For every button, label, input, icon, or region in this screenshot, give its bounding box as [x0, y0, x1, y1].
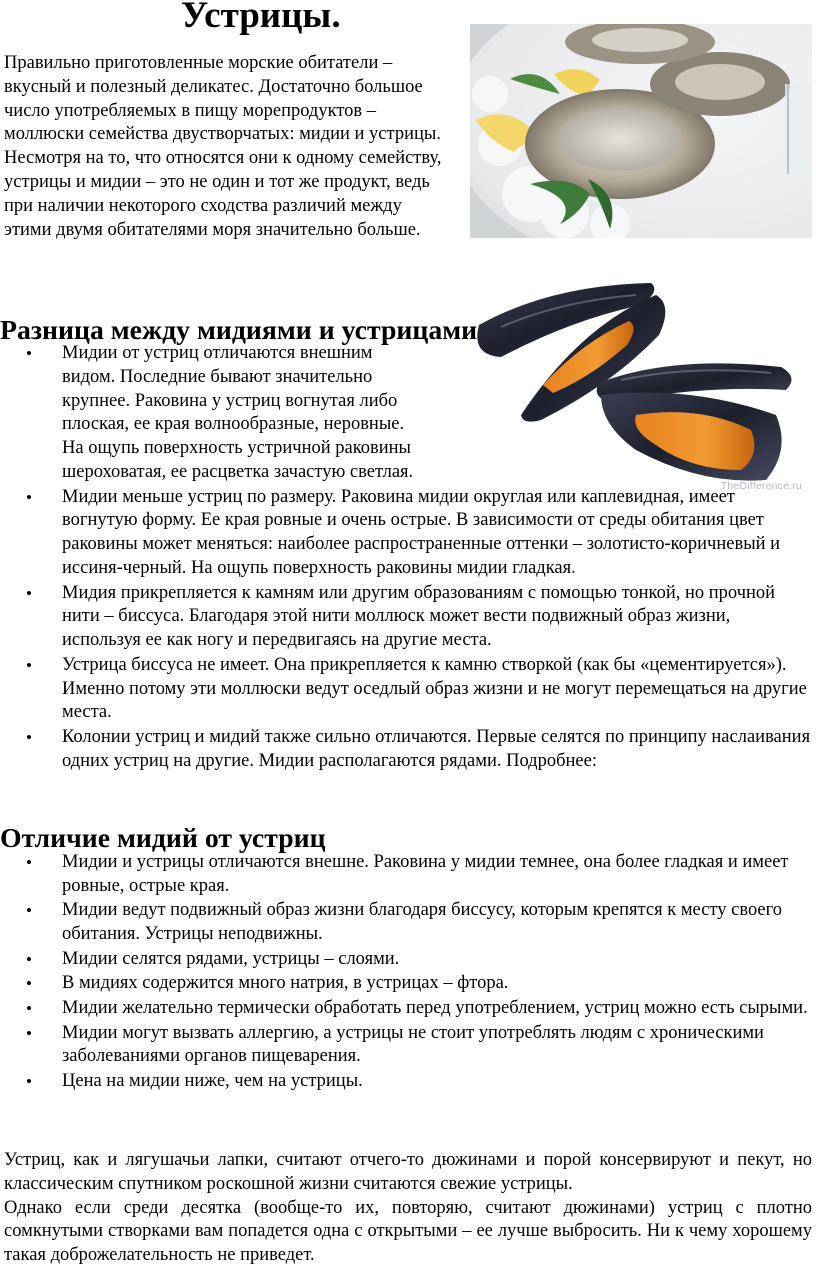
list-item: [0, 486, 812, 581]
list-item: [0, 972, 814, 996]
intro-paragraph: Правильно приготовленные морские обитатели – вкусный и полезный деликатес. Достаточно большое число употребляемых в пищу морепродуктов – моллюски семейства двустворчатых: мидии и устрицы. Несмотря на то, что относятся они к одному семейству, устрицы и мидии – это не один и тот же продукт, ведь при наличии некоторого сходства различий между этими двумя обитателями моря значительно больше.: [4, 53, 442, 240]
section2-list: [0, 851, 814, 1094]
list-item-text: Цена на мидии ниже, чем на устрицы.: [62, 1070, 363, 1091]
list-item-text: Мидии селятся рядами, устрицы – слоями.: [62, 948, 400, 969]
list-item: [0, 948, 814, 972]
list-item: [0, 851, 814, 899]
outro-paragraph-2: Однако если среди десятка (вообще-то их, повторяю, считают дюжинами) устриц с плотно сомкнутыми створками вам попадется одна с открытыми – ее лучше выбросить. Ни к чему хорошему такая доброжелательность не приведет.: [4, 1197, 812, 1266]
outro: [4, 1149, 812, 1268]
list-item-text: Мидии и устрицы отличаются внешне. Раковина у мидии темнее, она более гладкая и имеет ровные, острые края.: [62, 852, 789, 896]
section2-heading: Отличие мидий от устриц: [0, 823, 326, 854]
list-item-text: Устрица биссуса не имеет. Она прикрепляется к камню створкой (как бы «цементируется»). Именно потому эти моллюски ведут оседлый образ жизни и не могут перемещаться на другие места.: [62, 654, 807, 723]
list-item-text: Колонии устриц и мидий также сильно отличаются. Первые селятся по принципу наслаивания одних устриц на другие. Мидии располагаются рядами. Подробнее:: [62, 726, 811, 771]
oysters-photo: [470, 24, 812, 238]
bullet: •: [26, 344, 32, 363]
oysters-illustration: [470, 24, 812, 238]
list-item-text: Мидия прикрепляется к камням или другим образованиям с помощью тонкой, но прочной нити – биссуса. Благодаря этой нити моллюск может вести подвижный образ жизни, используя ее как ногу и передвигаясь на другие места.: [62, 582, 776, 651]
list-item: [0, 342, 422, 485]
section1-list: [0, 342, 812, 774]
bullet: •: [26, 583, 32, 603]
list-item-text: Мидии ведут подвижный образ жизни благодаря биссусу, которым крепятся к месту своего обитания. Устрицы неподвижны.: [62, 900, 783, 945]
bullet: •: [26, 1071, 32, 1091]
bullet: •: [26, 949, 32, 969]
list-item: [0, 654, 812, 725]
list-item: [0, 582, 812, 653]
bullet: •: [26, 1023, 32, 1043]
bullet: •: [26, 727, 32, 747]
list-item: [0, 1070, 814, 1094]
list-item: [0, 899, 814, 947]
list-item: [0, 1022, 814, 1070]
bullet: •: [26, 974, 32, 994]
section1-heading: Разница между мидиями и устрицами: [0, 315, 478, 346]
list-item-text: Мидии желательно термически обработать перед употреблением, устриц можно есть сырыми.: [62, 997, 808, 1018]
list-item-text: Мидии от устриц отличаются внешним видом. Последние бывают значительно крупнее. Раковина у устриц вогнутая либо плоская, ее края волнообразные, неровные. На ощупь поверхность устричной раковины шероховатая, ее расцветка зачастую светлая.: [62, 343, 414, 482]
list-item: [0, 997, 814, 1021]
watermark: TheDifference.ru: [720, 480, 802, 493]
list-item-text: Мидии меньше устриц по размеру. Раковина мидии округлая или каплевидная, имеет вогнутую форму. Ее края ровные и очень острые. В зависимости от среды обитания цвет раковины может меняться: наиболее распространенные оттенки – золотисто-коричневый и иссиня-черный. На ощупь поверхность раковины мидии гладкая.: [62, 486, 781, 578]
list-item-text: Мидии могут вызвать аллергию, а устрицы не стоит употреблять людям с хроническими заболеваниями органов пищеварения.: [62, 1022, 764, 1067]
bullet: •: [26, 487, 32, 507]
list-item: [0, 726, 812, 774]
bullet: •: [26, 901, 32, 921]
page-title: Устрицы.: [181, 0, 341, 36]
bullet: •: [26, 853, 32, 872]
outro-paragraph-1: Устриц, как и лягушачьи лапки, считают отчего-то дюжинами и порой консервируют и пекут, но классическим спутником роскошной жизни считаются свежие устрицы.: [4, 1150, 812, 1194]
bullet: •: [26, 655, 32, 675]
list-item-text: В мидиях содержится много натрия, в устрицах – фтора.: [62, 973, 509, 994]
bullet: •: [26, 998, 32, 1018]
